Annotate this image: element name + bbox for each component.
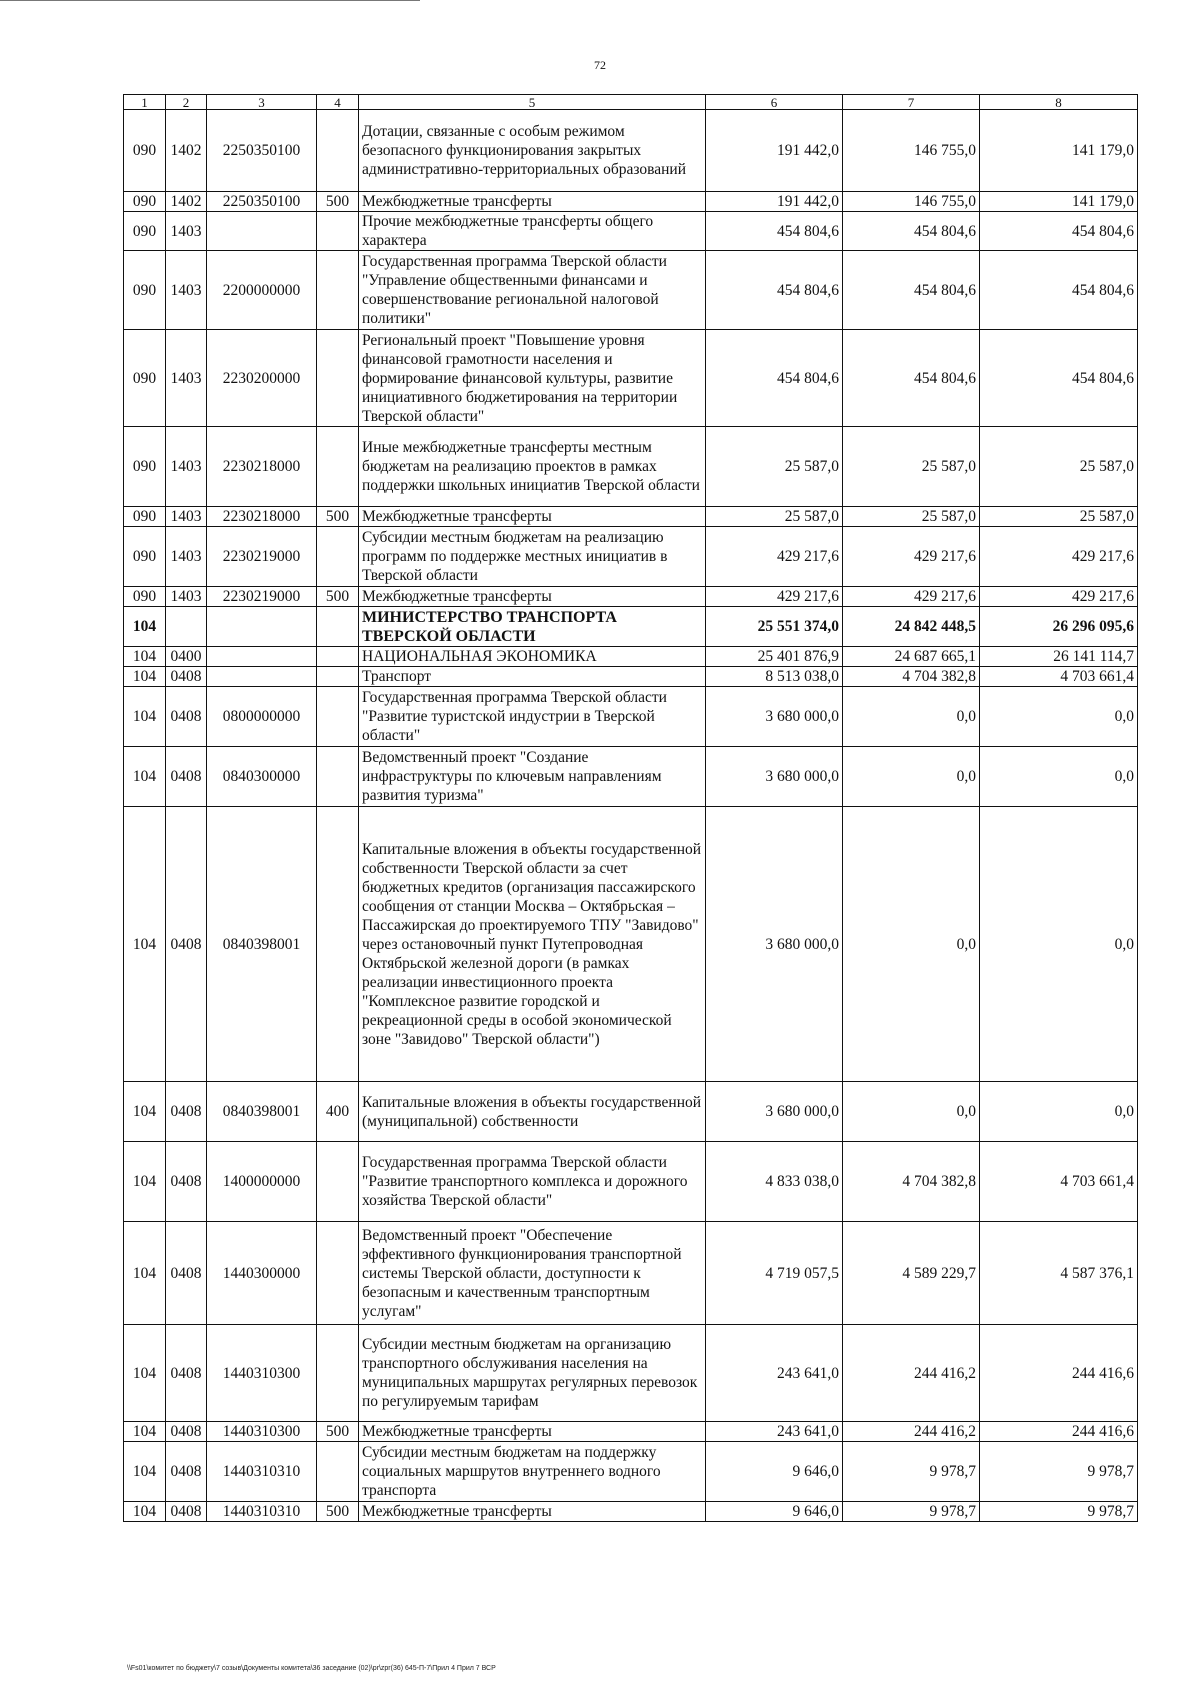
cell-target-article: 1440310300 [207, 1325, 317, 1422]
cell-section-code: 1402 [166, 192, 207, 212]
cell-amount-year1: 8 513 038,0 [706, 667, 843, 687]
cell-target-article: 1400000000 [207, 1142, 317, 1222]
cell-amount-year2: 4 704 382,8 [843, 1142, 980, 1222]
cell-admin-code: 104 [124, 1142, 166, 1222]
cell-section-code: 0408 [166, 687, 207, 747]
cell-description: Межбюджетные трансферты [359, 587, 706, 607]
cell-amount-year3: 429 217,6 [980, 527, 1138, 587]
cell-target-article: 2250350100 [207, 192, 317, 212]
cell-target-article: 0840398001 [207, 807, 317, 1082]
table-row [124, 1142, 1138, 1222]
cell-description: НАЦИОНАЛЬНАЯ ЭКОНОМИКА [359, 647, 706, 667]
table-row [124, 587, 1138, 607]
cell-admin-code: 104 [124, 1325, 166, 1422]
cell-expense-type: 500 [317, 192, 359, 212]
cell-target-article: 1440310310 [207, 1502, 317, 1522]
cell-description: Субсидии местным бюджетам на организацию транспортного обслуживания населения на муниципальных маршрутах регулярных перевозок по регулируемым тарифам [359, 1325, 706, 1422]
table-row [124, 212, 1138, 251]
cell-amount-year1: 25 401 876,9 [706, 647, 843, 667]
cell-target-article: 1440300000 [207, 1222, 317, 1325]
cell-amount-year2: 244 416,2 [843, 1325, 980, 1422]
cell-amount-year1: 4 719 057,5 [706, 1222, 843, 1325]
cell-amount-year3: 429 217,6 [980, 587, 1138, 607]
cell-amount-year3: 26 296 095,6 [980, 607, 1138, 647]
cell-expense-type: 500 [317, 587, 359, 607]
cell-target-article: 2230218000 [207, 507, 317, 527]
cell-amount-year1: 243 641,0 [706, 1422, 843, 1442]
cell-amount-year1: 4 833 038,0 [706, 1142, 843, 1222]
cell-admin-code: 090 [124, 527, 166, 587]
cell-amount-year2: 0,0 [843, 747, 980, 807]
cell-target-article [207, 607, 317, 647]
cell-description: Ведомственный проект "Создание инфраструктуры по ключевым направлениям развития туризма" [359, 747, 706, 807]
cell-amount-year3: 26 141 114,7 [980, 647, 1138, 667]
cell-amount-year1: 3 680 000,0 [706, 1082, 843, 1142]
cell-description: Государственная программа Тверской области "Управление общественными финансами и совершенствование региональной налоговой политики" [359, 251, 706, 330]
cell-section-code: 1403 [166, 507, 207, 527]
table-row [124, 1422, 1138, 1442]
cell-amount-year2: 4 589 229,7 [843, 1222, 980, 1325]
cell-section-code: 1403 [166, 587, 207, 607]
cell-amount-year3: 454 804,6 [980, 330, 1138, 427]
table-row [124, 251, 1138, 330]
cell-admin-code: 104 [124, 1222, 166, 1325]
cell-description: Межбюджетные трансферты [359, 1422, 706, 1442]
cell-admin-code: 104 [124, 807, 166, 1082]
cell-amount-year3: 4 703 661,4 [980, 1142, 1138, 1222]
cell-description: Транспорт [359, 667, 706, 687]
cell-amount-year2: 429 217,6 [843, 587, 980, 607]
column-header: 6 [706, 95, 843, 110]
cell-amount-year2: 4 704 382,8 [843, 667, 980, 687]
table-row [124, 192, 1138, 212]
cell-amount-year1: 3 680 000,0 [706, 747, 843, 807]
cell-section-code: 0408 [166, 1142, 207, 1222]
cell-amount-year3: 25 587,0 [980, 427, 1138, 507]
cell-expense-type [317, 687, 359, 747]
cell-admin-code: 104 [124, 1502, 166, 1522]
cell-amount-year1: 429 217,6 [706, 587, 843, 607]
cell-expense-type [317, 330, 359, 427]
cell-section-code: 1402 [166, 110, 207, 192]
cell-expense-type [317, 647, 359, 667]
cell-expense-type [317, 1222, 359, 1325]
cell-target-article: 0800000000 [207, 687, 317, 747]
column-header: 1 [124, 95, 166, 110]
cell-amount-year2: 454 804,6 [843, 251, 980, 330]
cell-description: Прочие межбюджетные трансферты общего характера [359, 212, 706, 251]
cell-description: Дотации, связанные с особым режимом безопасного функционирования закрытых административно-территориальных образований [359, 110, 706, 192]
cell-admin-code: 090 [124, 427, 166, 507]
cell-amount-year2: 24 687 665,1 [843, 647, 980, 667]
cell-expense-type: 500 [317, 507, 359, 527]
cell-expense-type [317, 807, 359, 1082]
cell-amount-year3: 454 804,6 [980, 251, 1138, 330]
cell-amount-year1: 25 551 374,0 [706, 607, 843, 647]
cell-expense-type [317, 527, 359, 587]
cell-target-article [207, 212, 317, 251]
cell-target-article: 1440310310 [207, 1442, 317, 1502]
cell-expense-type [317, 1442, 359, 1502]
cell-amount-year3: 141 179,0 [980, 110, 1138, 192]
column-header: 3 [207, 95, 317, 110]
cell-section-code: 0408 [166, 1222, 207, 1325]
cell-amount-year1: 25 587,0 [706, 427, 843, 507]
cell-amount-year3: 454 804,6 [980, 212, 1138, 251]
cell-amount-year1: 3 680 000,0 [706, 807, 843, 1082]
table-body [124, 110, 1138, 1522]
cell-amount-year1: 454 804,6 [706, 212, 843, 251]
page-number: 72 [594, 58, 606, 72]
cell-target-article: 2230218000 [207, 427, 317, 507]
cell-admin-code: 104 [124, 747, 166, 807]
scan-edge-line [0, 0, 420, 1]
cell-admin-code: 090 [124, 110, 166, 192]
cell-target-article [207, 647, 317, 667]
cell-section-code: 0408 [166, 1442, 207, 1502]
table-row [124, 1222, 1138, 1325]
table-row [124, 747, 1138, 807]
table-row [124, 667, 1138, 687]
table-row [124, 330, 1138, 427]
budget-table [123, 94, 1138, 1522]
cell-target-article: 2200000000 [207, 251, 317, 330]
cell-amount-year3: 4 703 661,4 [980, 667, 1138, 687]
table-row [124, 1082, 1138, 1142]
column-header: 7 [843, 95, 980, 110]
cell-expense-type [317, 1142, 359, 1222]
cell-amount-year1: 454 804,6 [706, 251, 843, 330]
cell-expense-type [317, 667, 359, 687]
cell-section-code [166, 607, 207, 647]
cell-amount-year3: 244 416,6 [980, 1325, 1138, 1422]
cell-section-code: 1403 [166, 212, 207, 251]
cell-amount-year1: 9 646,0 [706, 1442, 843, 1502]
table-row [124, 687, 1138, 747]
cell-admin-code: 090 [124, 587, 166, 607]
cell-section-code: 1403 [166, 251, 207, 330]
cell-amount-year1: 243 641,0 [706, 1325, 843, 1422]
cell-target-article [207, 667, 317, 687]
cell-expense-type [317, 427, 359, 507]
cell-amount-year3: 0,0 [980, 687, 1138, 747]
cell-section-code: 1403 [166, 527, 207, 587]
cell-target-article: 0840300000 [207, 747, 317, 807]
cell-amount-year3: 4 587 376,1 [980, 1222, 1138, 1325]
cell-description: Государственная программа Тверской области "Развитие туристской индустрии в Тверской области" [359, 687, 706, 747]
cell-description: Межбюджетные трансферты [359, 192, 706, 212]
cell-amount-year2: 24 842 448,5 [843, 607, 980, 647]
cell-target-article: 1440310300 [207, 1422, 317, 1442]
cell-target-article: 2230219000 [207, 527, 317, 587]
cell-section-code: 0408 [166, 667, 207, 687]
cell-expense-type: 500 [317, 1502, 359, 1522]
cell-amount-year2: 25 587,0 [843, 507, 980, 527]
table-row [124, 1442, 1138, 1502]
table-row [124, 427, 1138, 507]
cell-admin-code: 104 [124, 1082, 166, 1142]
cell-section-code: 0408 [166, 747, 207, 807]
cell-amount-year1: 9 646,0 [706, 1502, 843, 1522]
cell-target-article: 2230219000 [207, 587, 317, 607]
cell-amount-year3: 141 179,0 [980, 192, 1138, 212]
cell-section-code: 1403 [166, 330, 207, 427]
column-header: 2 [166, 95, 207, 110]
table-row [124, 507, 1138, 527]
cell-admin-code: 104 [124, 1442, 166, 1502]
cell-amount-year1: 429 217,6 [706, 527, 843, 587]
cell-section-code: 0408 [166, 1422, 207, 1442]
column-header: 5 [359, 95, 706, 110]
column-header: 8 [980, 95, 1138, 110]
cell-description: Субсидии местным бюджетам на реализацию программ по поддержке местных инициатив в Тверской области [359, 527, 706, 587]
cell-amount-year2: 9 978,7 [843, 1502, 980, 1522]
cell-amount-year3: 0,0 [980, 747, 1138, 807]
cell-amount-year3: 244 416,6 [980, 1422, 1138, 1442]
cell-amount-year1: 3 680 000,0 [706, 687, 843, 747]
cell-admin-code: 090 [124, 507, 166, 527]
table-row [124, 807, 1138, 1082]
cell-amount-year1: 191 442,0 [706, 110, 843, 192]
cell-target-article: 2250350100 [207, 110, 317, 192]
cell-description: Ведомственный проект "Обеспечение эффективного функционирования транспортной системы Тверской области, доступности к безопасным и качественным транспортным услугам" [359, 1222, 706, 1325]
cell-admin-code: 090 [124, 212, 166, 251]
cell-section-code: 0408 [166, 1502, 207, 1522]
file-path-footer: \\Fs01\комитет по бюджету\7 созыв\Документы комитета\36 заседание (02)\pr\zpr(36) 645-П-7\Прил 4 Прил 7 ВСР [127, 1665, 496, 1672]
cell-description: Государственная программа Тверской области "Развитие транспортного комплекса и дорожного хозяйства Тверской области" [359, 1142, 706, 1222]
cell-amount-year1: 191 442,0 [706, 192, 843, 212]
cell-target-article: 2230200000 [207, 330, 317, 427]
cell-amount-year3: 25 587,0 [980, 507, 1138, 527]
cell-amount-year1: 25 587,0 [706, 507, 843, 527]
cell-amount-year3: 0,0 [980, 1082, 1138, 1142]
cell-amount-year2: 244 416,2 [843, 1422, 980, 1442]
cell-amount-year2: 0,0 [843, 687, 980, 747]
cell-amount-year3: 0,0 [980, 807, 1138, 1082]
cell-admin-code: 090 [124, 330, 166, 427]
cell-amount-year1: 454 804,6 [706, 330, 843, 427]
cell-admin-code: 104 [124, 647, 166, 667]
cell-amount-year2: 454 804,6 [843, 212, 980, 251]
cell-expense-type [317, 110, 359, 192]
cell-admin-code: 090 [124, 192, 166, 212]
cell-description: Иные межбюджетные трансферты местным бюджетам на реализацию проектов в рамках поддержки школьных инициатив Тверской области [359, 427, 706, 507]
cell-admin-code: 104 [124, 1422, 166, 1442]
table-row [124, 110, 1138, 192]
cell-expense-type [317, 251, 359, 330]
cell-amount-year3: 9 978,7 [980, 1502, 1138, 1522]
cell-section-code: 0400 [166, 647, 207, 667]
table-row [124, 1325, 1138, 1422]
cell-amount-year2: 146 755,0 [843, 192, 980, 212]
cell-admin-code: 104 [124, 607, 166, 647]
cell-section-code: 0408 [166, 1325, 207, 1422]
cell-section-code: 0408 [166, 807, 207, 1082]
cell-description: Капитальные вложения в объекты государственной собственности Тверской области за счет бюджетных кредитов (организация пассажирского сообщения от станции Москва – Октябрьская – Пассажирская до проектируемого ТПУ "Завидово" через остановочный пункт Путепроводная Октябрьской железной дороги (в рамках реализации инвестиционного проекта "Комплексное развитие городской и рекреационной среды в особой экономической зоне "Завидово" Тверской области") [359, 807, 706, 1082]
cell-amount-year2: 9 978,7 [843, 1442, 980, 1502]
cell-amount-year2: 454 804,6 [843, 330, 980, 427]
cell-description: Региональный проект "Повышение уровня финансовой грамотности населения и формирование финансовой культуры, развитие инициативного бюджетирования на территории Тверской области" [359, 330, 706, 427]
cell-description: Межбюджетные трансферты [359, 1502, 706, 1522]
table-row [124, 1502, 1138, 1522]
cell-description: Капитальные вложения в объекты государственной (муниципальной) собственности [359, 1082, 706, 1142]
cell-admin-code: 090 [124, 251, 166, 330]
cell-expense-type [317, 212, 359, 251]
cell-expense-type: 400 [317, 1082, 359, 1142]
column-header: 4 [317, 95, 359, 110]
cell-target-article: 0840398001 [207, 1082, 317, 1142]
cell-description: Субсидии местным бюджетам на поддержку социальных маршрутов внутреннего водного транспорта [359, 1442, 706, 1502]
cell-amount-year2: 25 587,0 [843, 427, 980, 507]
cell-expense-type [317, 747, 359, 807]
table-header-row [124, 95, 1138, 110]
cell-amount-year2: 0,0 [843, 807, 980, 1082]
cell-expense-type [317, 1325, 359, 1422]
table-row [124, 647, 1138, 667]
cell-amount-year2: 0,0 [843, 1082, 980, 1142]
cell-amount-year3: 9 978,7 [980, 1442, 1138, 1502]
cell-amount-year2: 429 217,6 [843, 527, 980, 587]
cell-description: Межбюджетные трансферты [359, 507, 706, 527]
cell-section-code: 0408 [166, 1082, 207, 1142]
cell-section-code: 1403 [166, 427, 207, 507]
cell-expense-type [317, 607, 359, 647]
cell-admin-code: 104 [124, 667, 166, 687]
cell-amount-year2: 146 755,0 [843, 110, 980, 192]
cell-description: МИНИСТЕРСТВО ТРАНСПОРТА ТВЕРСКОЙ ОБЛАСТИ [359, 607, 706, 647]
cell-admin-code: 104 [124, 687, 166, 747]
table-row [124, 607, 1138, 647]
table-row [124, 527, 1138, 587]
cell-expense-type: 500 [317, 1422, 359, 1442]
